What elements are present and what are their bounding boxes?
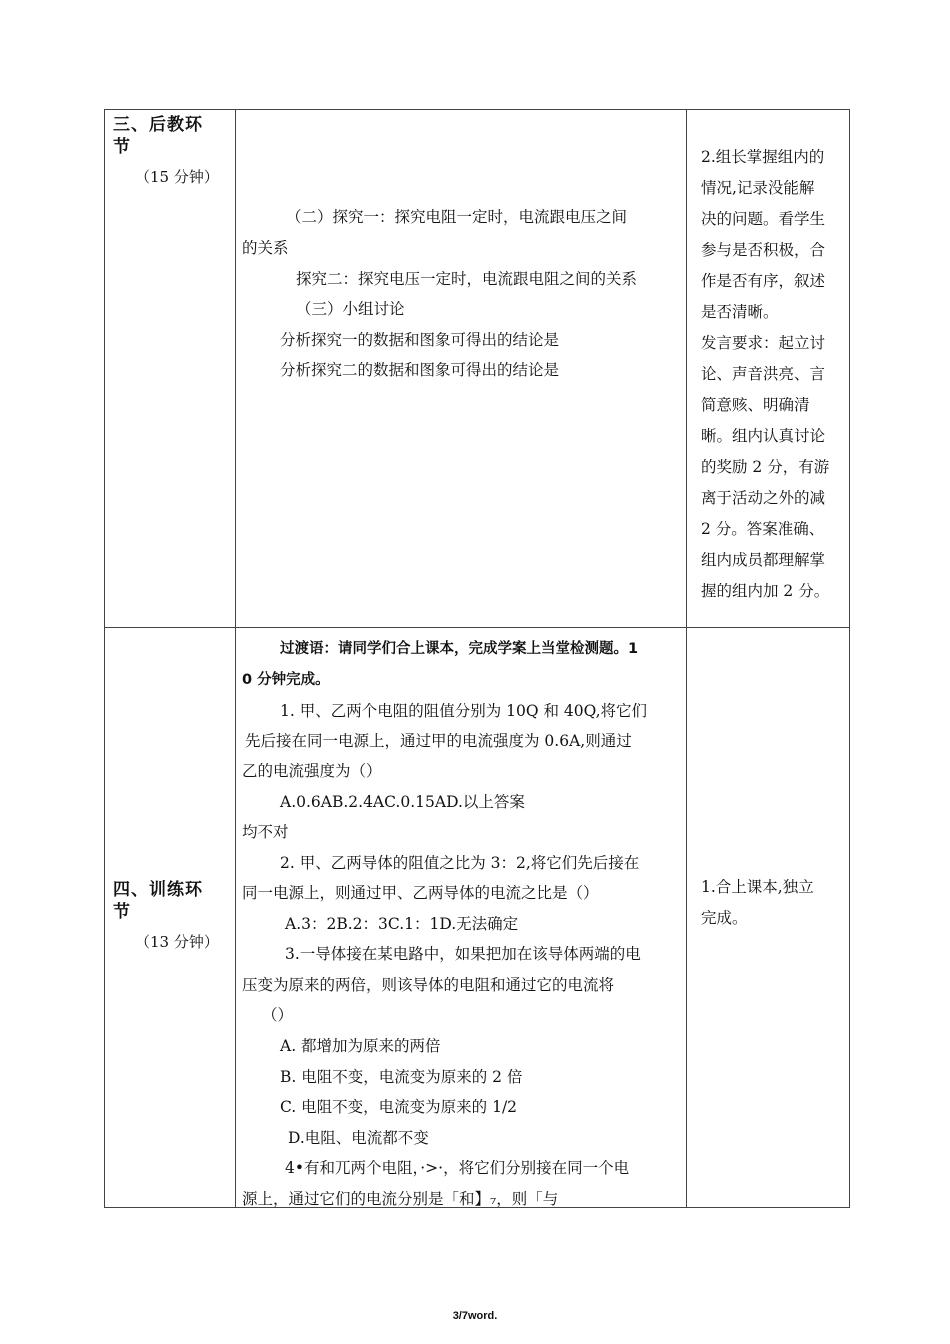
content-line: 的关系 [242,239,289,257]
option-line: A.0.6AB.2.4AC.0.15AD.以上答案 [280,793,525,811]
stage-title-cont: 节 [113,901,131,922]
option-line: A. 都增加为原来的两倍 [280,1037,441,1055]
question-line: 压变为原来的两倍，则该导体的电阻和通过它的电流将 [242,976,615,994]
option-line: D.电阻、电流都不变 [288,1129,429,1147]
question-line: 2. 甲、乙两导体的阻值之比为 3：2,将它们先后接在 [280,854,640,872]
content-cell [236,110,687,628]
note-line: 晰。组内认真讨论 [701,427,826,445]
question-line: 同一电源上，则通过甲、乙两导体的电流之比是（） [242,884,599,902]
stage-title: 四、训练环 [113,879,203,900]
content-line: （二）探究一：探究电阻一定时，电流跟电压之间 [286,208,628,226]
question-line: 4•有和兀两个电阻，·>·，将它们分别接在同一个电 [285,1159,630,1177]
table-row [105,628,850,1208]
question-line: （） [262,1006,294,1024]
stage-cell [105,628,236,1208]
question-line: 3.一导体接在某电路中，如果把加在该导体两端的电 [285,945,641,963]
note-line: 作是否有序，叙述 [701,272,826,290]
note-line: 发言要求：起立讨 [701,334,826,352]
notes-cell [687,628,850,1208]
transition-line: 0 分钟完成。 [242,672,330,688]
note-line: 论、声音洪亮、言 [701,365,826,383]
content-line: 分析探究一的数据和图象可得出的结论是 [280,331,560,349]
page-footer: 3/7word. [452,1310,498,1322]
stage-title-cont: 节 [113,137,131,157]
note-line: 2 分。答案准确、 [701,520,825,538]
question-line: 乙的电流强度为（） [242,762,382,780]
question-line: 源上，通过它们的电流分别是「和】₇，则「与 [242,1190,559,1207]
note-line: 完成。 [701,908,748,927]
note-line: 1.合上课本,独立 [701,877,814,896]
content-line: 分析探究二的数据和图象可得出的结论是 [280,361,560,379]
note-line: 握的组内加 2 分。 [701,582,830,600]
note-line: 决的问题。看学生 [701,210,826,228]
transition-line: 过渡语：请同学们合上课本，完成学案上当堂检测题。1 [280,641,639,657]
option-line: 均不对 [242,823,289,841]
stage-title: 三、后教环 [113,115,203,135]
notes-cell [687,110,850,628]
option-line: B. 电阻不变，电流变为原来的 2 倍 [280,1068,523,1086]
note-line: 2.组长掌握组内的 [701,148,825,166]
stage-cell [105,110,236,628]
note-line: 组内成员都理解掌 [701,551,826,569]
note-line: 的奖励 2 分，有游 [701,458,830,476]
stage-time: （15 分钟） [135,168,219,186]
stage-time: （13 分钟） [135,932,219,951]
note-line: 情况,记录没能解 [701,179,815,197]
note-line: 参与是否积极，合 [701,241,826,259]
option-line: C. 电阻不变，电流变为原来的 1/2 [280,1098,518,1116]
note-line: 离于活动之外的减 [701,489,826,507]
note-line: 是否清晰。 [701,303,779,321]
question-line: 1. 甲、乙两个电阻的阻值分别为 10Q 和 40Q,将它们 [280,702,648,720]
lesson-plan-table [104,109,850,1208]
content-line: （三）小组讨论 [296,300,405,318]
content-line: 探究二：探究电压一定时，电流跟电阻之间的关系 [296,270,638,288]
option-line: A.3：2B.2：3C.1：1D.无法确定 [285,915,519,933]
content-cell [236,628,687,1208]
note-line: 简意赅、明确清 [701,396,810,414]
question-line: 先后接在同一电源上，通过甲的电流强度为 0.6A,则通过 [245,732,632,750]
table-row [105,110,850,628]
